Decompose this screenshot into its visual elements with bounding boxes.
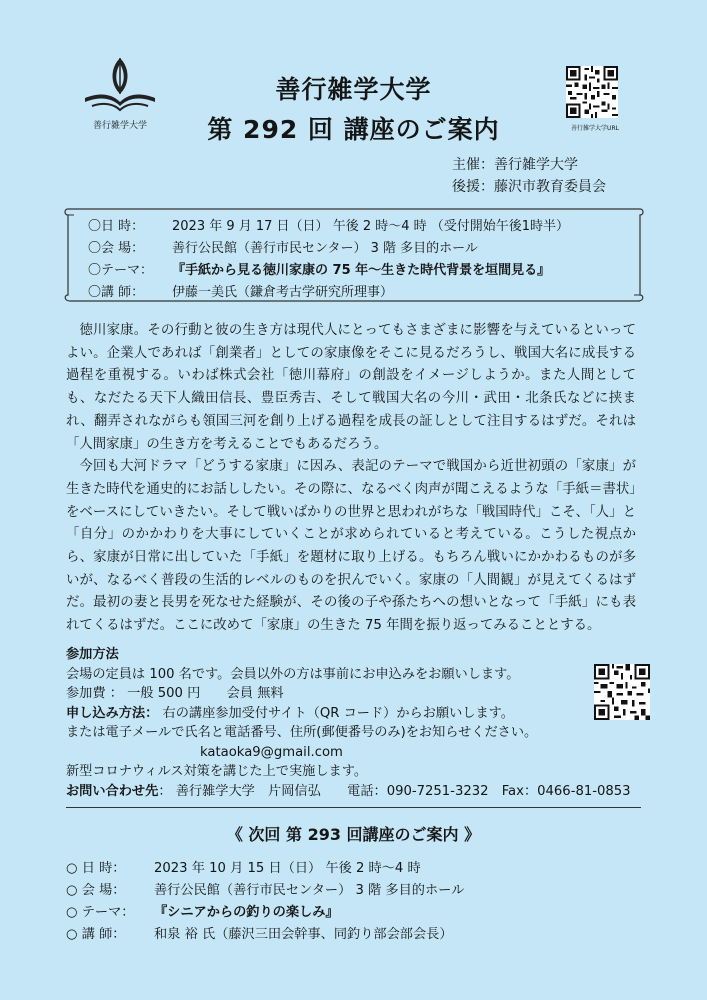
covid-note: 新型コロナウィルス対策を講じた上で実施します。 <box>66 764 368 779</box>
next-lecture-title: 《 次回 第 293 回講座のご案内 》 <box>226 825 481 844</box>
info-lecturer: 〇講 師： 伊藤一美氏（鎌倉考古学研究所理事） <box>88 285 394 300</box>
section-divider <box>66 807 641 808</box>
paragraph: 徳川家康。その行動と彼の生き方は現代人にとってもさまざまに影響を与えているといってよい。企業人であれば「創業者」としての家康像をそこに見るだろうし、戦国大名に成長する過程を重視する。いわば株式会社「徳川幕府」の創設をイメージしようか。また人間としても、なだたる天下人織田信長、豊臣秀吉、そして戦国大名の今川・武田・北条氏などに挟まれ、翻弄されながらも領国三河を創り上げる過程を成長の証しとして注目するはずだ。それは「人間家康」の生き方を考えることでもあるだろう。 <box>66 323 636 452</box>
info-theme: 〇テーマ： 『手紙から見る徳川家康の 75 年〜生きた時代背景を垣間見る』 <box>88 263 551 278</box>
organizers <box>452 154 606 198</box>
email-note: または電子メールで氏名と電話番号、住所(郵便番号のみ)をお知らせください。 <box>66 725 538 740</box>
lecture-description <box>66 320 636 638</box>
participation-heading: 参加方法 <box>66 647 119 662</box>
email-link[interactable]: kataoka9@gmail.com <box>200 744 343 760</box>
fee-text: 参加費 ： 一般 500 円 会員 無料 <box>66 686 284 701</box>
info-datetime: 〇日 時： 2023 年 9 月 17 日（日） 午後 2 時〜4 時 （受付開始午後1時半） <box>88 219 570 234</box>
info-venue: 〇会 場： 善行公民館（善行市民センター） 3 階 多目的ホール <box>88 241 478 256</box>
next-venue: ○ 会 場： 善行公民館（善行市民センター） 3 階 多目的ホール <box>66 883 465 898</box>
contact-label: お問い合わせ先 <box>66 783 159 799</box>
next-lecture-info <box>66 858 464 946</box>
contact-line <box>66 782 666 802</box>
host: 主催：善行雑学大学 <box>452 157 578 173</box>
next-lecturer: ○ 講 師： 和泉 裕 氏（藤沢三田会幹事、同釣り部会部会長） <box>66 927 453 942</box>
apply-text: 右の講座参加受付サイト（QR コード）からお願いします。 <box>158 705 514 721</box>
paragraph: 今回も大河ドラマ「どうする家康」に因み、表記のテーマで戦国から近世初頭の「家康」が生きた時代を通史的にお話ししたい。その際に、なるべく肉声が聞こえるような「手紙＝書状」をベースにしていきたい。そして戦いばかりの世界と思われがちな「戦国時代」こそ、「人」と「自分」のかかわりを大事にしていくことが求められていると考えている。こうした視点から、家康が日常に出していた「手紙」を題材に取り上げる。もちろん戦いにかかわるものが多いが、なるべく普段の生活的レベルのものを択んでいく。家康の「人間観」が見えてくるはずだ。最初の妻と長男を死なせた経験が、その後の子や孫たちへの想いとなって「手紙」にも表れてくるはずだ。ここに改めて「家康」の生きた 75 年間を振り返ってみることとする。 <box>66 459 636 634</box>
registration-qr-code-icon[interactable] <box>594 664 650 720</box>
contact-text: ： 善行雑学大学 片岡信弘 電話：090-7251-3232 Fax：0466-81-0853 <box>158 783 631 799</box>
logo-caption: 善行雑学大学 <box>92 121 147 131</box>
qr-caption: 善行雑学大学URL <box>571 125 619 132</box>
participation-section <box>66 645 666 801</box>
next-datetime: ○ 日 時： 2023 年 10 月 15 日（日） 午後 2 時〜4 時 <box>66 861 421 876</box>
next-theme: ○ テーマ： 『シニアからの釣りの楽しみ』 <box>66 905 339 920</box>
qr-code-icon[interactable] <box>566 66 618 118</box>
support: 後援：藤沢市教育委員会 <box>452 179 606 195</box>
page-title: 善行雑学大学 <box>275 75 432 104</box>
page-subtitle: 第 292 回 講座のご案内 <box>207 115 500 144</box>
apply-label: 申し込み方法： <box>66 705 159 721</box>
capacity-text: 会場の定員は 100 名です。会員以外の方は事前にお申込みをお願いします。 <box>66 666 520 682</box>
apply-line <box>66 704 666 724</box>
event-info <box>88 216 569 304</box>
